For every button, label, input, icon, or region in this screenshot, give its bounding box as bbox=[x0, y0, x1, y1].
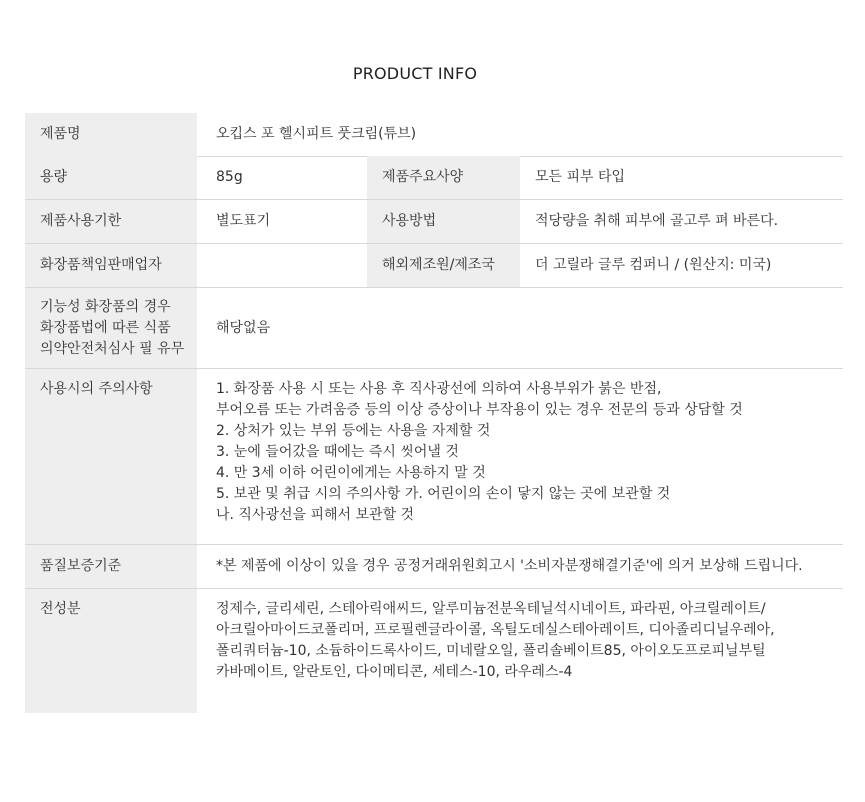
value-seller bbox=[197, 244, 367, 287]
label-main-spec: 제품주요사양 bbox=[367, 156, 520, 199]
label-seller: 화장품책임판매업자 bbox=[25, 244, 197, 287]
value-warranty: *본 제품에 이상이 있을 경우 공정거래위원회고시 '소비자분쟁해결기준'에 의거 보상해 드립니다. bbox=[216, 558, 803, 574]
value-usage: 적당량을 취해 피부에 골고루 펴 바른다. bbox=[535, 213, 779, 229]
value-product-name: 오킵스 포 헬시피트 풋크림(튜브) bbox=[216, 126, 417, 142]
label-warranty: 품질보증기준 bbox=[25, 545, 197, 588]
row-ingredients bbox=[25, 589, 843, 713]
product-info-table bbox=[25, 113, 843, 713]
row-functional bbox=[25, 288, 843, 369]
value-ingredients bbox=[197, 589, 843, 713]
page-title: PRODUCT INFO bbox=[352, 64, 478, 83]
ingredients-line: 아크릴아마이드코폴리머, 프로필렌글라이콜, 옥틸도데실스테아레이트, 디아졸리디닐우레아, bbox=[216, 622, 775, 638]
label-ingredients: 전성분 bbox=[25, 589, 197, 713]
value-manufacturer: 더 고릴라 글루 컴퍼니 / (원산지: 미국) bbox=[535, 257, 772, 273]
row-caution bbox=[25, 369, 843, 545]
ingredients-line: 정제수, 글리세린, 스테아릭애씨드, 알루미늄전분옥테닐석시네이트, 파라핀, 아크릴레이트/ bbox=[216, 601, 766, 617]
label-volume: 용량 bbox=[25, 156, 197, 199]
value-functional: 해당없음 bbox=[216, 319, 271, 336]
label-functional-line: 의약안전처심사 필 유무 bbox=[40, 340, 185, 357]
caution-line: 1. 화장품 사용 시 또는 사용 후 직사광선에 의하여 사용부위가 붉은 반점, bbox=[216, 381, 662, 397]
caution-line: 부어오름 또는 가려움증 등의 이상 증상이나 부작용이 있는 경우 전문의 등과 상담할 것 bbox=[216, 402, 743, 418]
ingredients-line: 카바메이트, 알란토인, 다이메티콘, 세테스-10, 라우레스-4 bbox=[216, 664, 573, 680]
row-volume bbox=[25, 156, 843, 200]
caution-line: 4. 만 3세 이하 어린이에게는 사용하지 말 것 bbox=[216, 465, 486, 481]
label-expiry: 제품사용기한 bbox=[25, 200, 197, 243]
label-usage: 사용방법 bbox=[367, 200, 520, 243]
row-warranty bbox=[25, 545, 843, 589]
label-manufacturer: 해외제조원/제조국 bbox=[367, 244, 520, 287]
value-volume: 85g bbox=[216, 169, 243, 185]
label-caution: 사용시의 주의사항 bbox=[25, 369, 197, 544]
value-expiry: 별도표기 bbox=[216, 213, 271, 229]
label-functional bbox=[25, 288, 197, 368]
row-product-name bbox=[25, 113, 843, 157]
caution-line: 나. 직사광선을 피해서 보관할 것 bbox=[216, 507, 415, 523]
caution-line: 5. 보관 및 취급 시의 주의사항 가. 어린이의 손이 닿지 않는 곳에 보관할 것 bbox=[216, 486, 671, 502]
caution-line: 3. 눈에 들어갔을 때에는 즉시 씻어낼 것 bbox=[216, 444, 459, 460]
caution-line: 2. 상처가 있는 부위 등에는 사용을 자제할 것 bbox=[216, 423, 491, 439]
label-functional-line: 화장품법에 따른 식품 bbox=[40, 319, 171, 336]
row-seller bbox=[25, 244, 843, 288]
label-functional-line: 기능성 화장품의 경우 bbox=[40, 298, 171, 315]
ingredients-line: 폴리쿼터늄-10, 소듐하이드록사이드, 미네랄오일, 폴리솔베이트85, 아이오도프로피닐부틸 bbox=[216, 643, 766, 659]
row-expiry bbox=[25, 200, 843, 244]
value-main-spec: 모든 피부 타입 bbox=[535, 169, 626, 185]
label-product-name: 제품명 bbox=[25, 113, 197, 156]
value-caution bbox=[197, 369, 843, 544]
